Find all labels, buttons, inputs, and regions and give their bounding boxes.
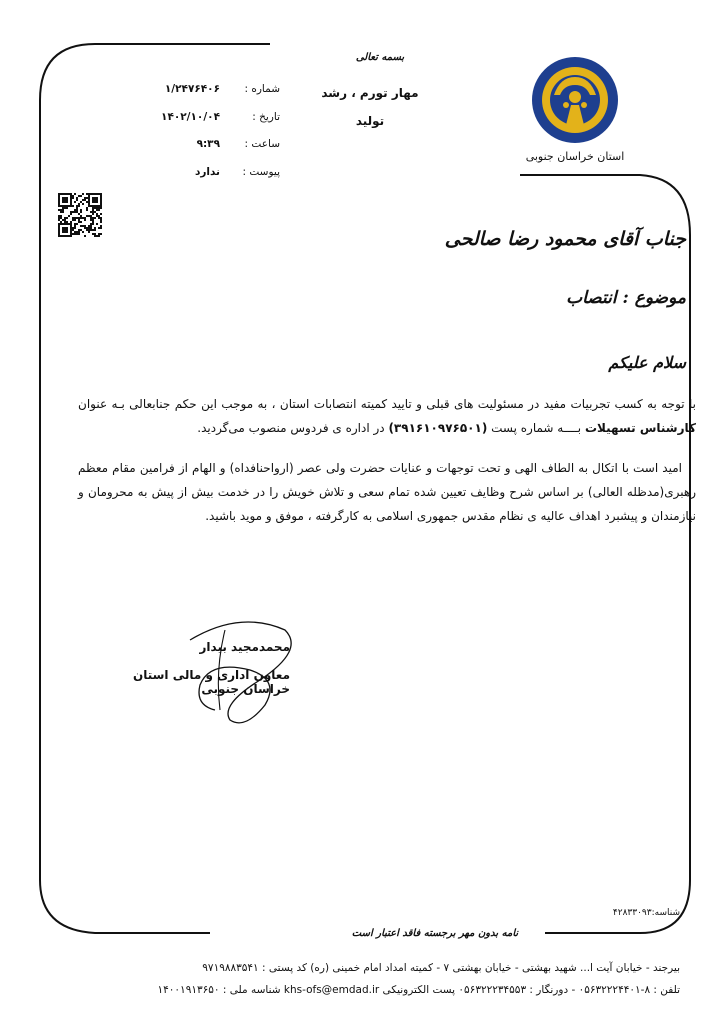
footer-address: بیرجند - خیابان آیت ا... شهید بهشتی - خیابان بهشتی ۷ - کمیته امداد امام خمینی (ره) کد پستی : ۹۷۱۹۸۸۳۵۴۱ (202, 962, 680, 974)
qr-code (58, 193, 102, 237)
number-value: ۱/۲۴۷۶۴۰۶ (164, 83, 220, 95)
para1-text-b: بــــه شماره پست (487, 421, 585, 435)
attachment-value: ندارد (194, 166, 220, 178)
addressee: جناب آقای محمود رضا صالحی (444, 228, 686, 250)
body-paragraph-2: امید است با اتکال به الطاف الهی و تحت توجهات و عنایات حضرت ولی عصر (ارواحنافداه) و الهام از فرامین مقام معظم رهبری(مدظله العالی) بر اساس شرح وظایف تعیین شده تمام سعی و تلاش خویش را در خدمت بیش از پیش به محرومان و نیازمندان و پیشبرد اهداف عالیه ی نظام مقدس جمهوری اسلامی به کارگرفته ، موفق و مو‌ید باشید. (78, 461, 696, 523)
slogan-line-1: مهار تورم ، رشد (321, 86, 419, 100)
slogan-line-2: تولید (355, 114, 385, 128)
para1-post-number: (۳۹۱۶۱۰۹۷۶۵۰۱) (388, 421, 488, 435)
subject: موضوع : انتصاب (566, 288, 686, 308)
letter-attachment (140, 166, 280, 182)
letter-time (140, 138, 280, 154)
number-label: شماره : (244, 83, 280, 95)
time-label: ساعت : (244, 138, 280, 150)
letter-date (140, 111, 280, 127)
footer-contact: تلفن : ۸-۰۵۶۳۲۲۲۴۴۰۱ - دورنگار : ۰۵۶۳۲۲۲۳۴۵۵۳ پست الکترونیکی khs-ofs@emdad.ir شناسه ملی : ۱۴۰۰۱۹۱۳۶۵۰ (157, 984, 680, 996)
time-value: ۹:۳۹ (196, 138, 220, 150)
signatory-title: معاون اداری و مالی استان خراسان جنوبی (132, 668, 290, 696)
bismillah: بسمه تعالی (355, 52, 405, 63)
date-value: ۱۴۰۲/۱۰/۰۴ (161, 111, 220, 123)
date-label: تاریخ : (252, 111, 280, 123)
para1-text-a: با توجه به کسب تجربیات مفید در مسئولیت های قبلی و تایید کمیته انتصابات استان ، به موجب این حکم جنابعالی بـه عنوان (78, 397, 696, 411)
para1-text-c: در اداره ی فردوس منصوب می‌گردید. (197, 421, 389, 435)
letter-number (140, 83, 280, 99)
org-province: استان خراسان جنوبی (525, 150, 625, 163)
emdad-logo (530, 55, 620, 145)
signatory-name: محمدمجید بیدار (199, 640, 290, 654)
signature-scribble (170, 610, 310, 735)
body-paragraph-1 (78, 392, 696, 464)
tracking-id: شناسه:۴۲۸۳۳۰۹۳ (612, 908, 680, 918)
greeting: سلام علیکم (608, 353, 686, 372)
para1-role: کارشناس تسهیلات (584, 421, 696, 435)
validity-note: نامه بدون مهر برجسته فاقد اعتبار است (351, 928, 519, 939)
attachment-label: پیوست : (242, 166, 280, 178)
